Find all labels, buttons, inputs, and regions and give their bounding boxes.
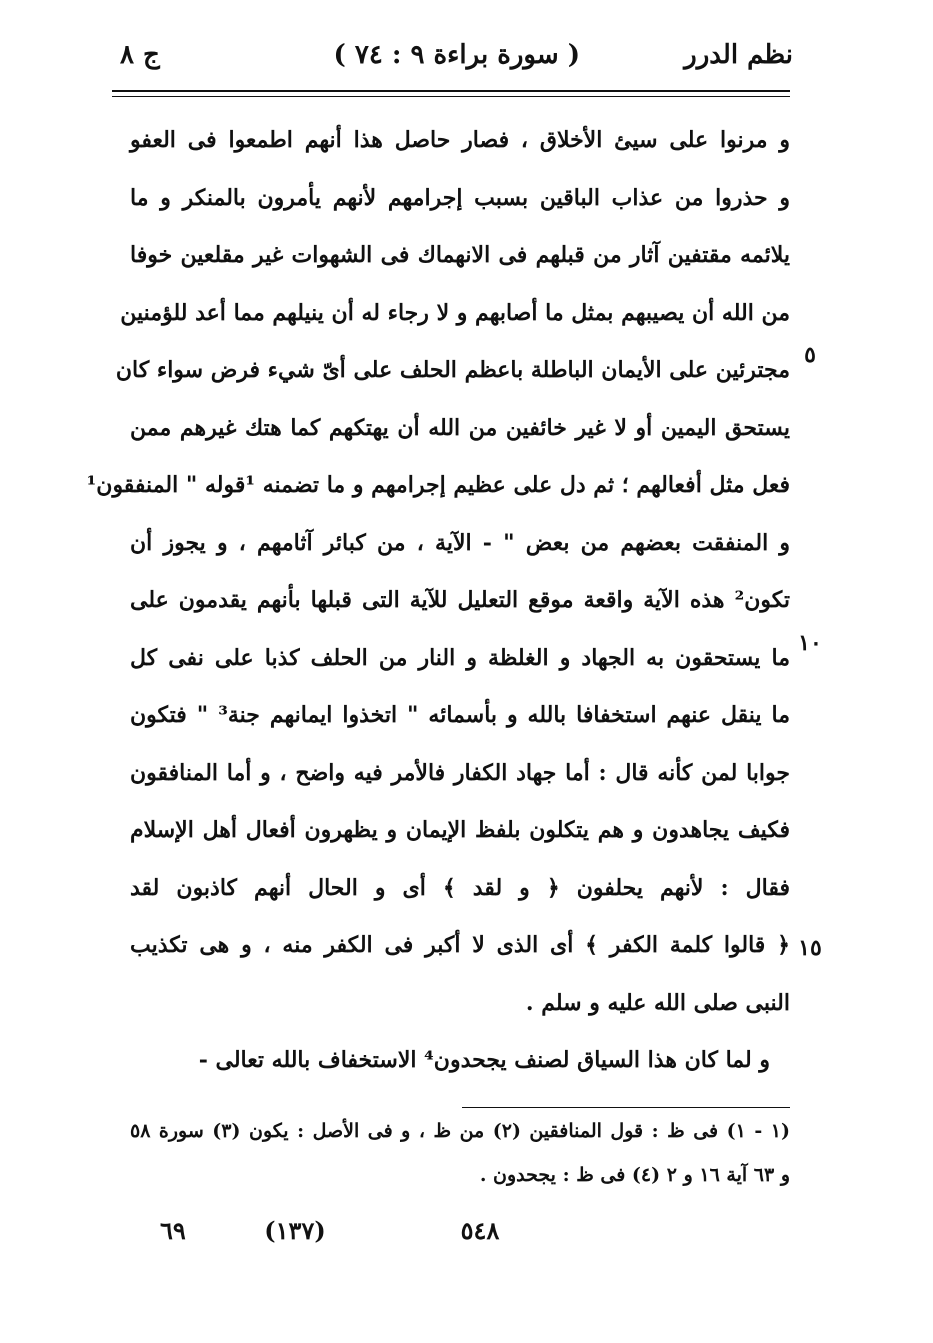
footnote-rule xyxy=(462,1107,790,1108)
text-line: فكيف يجاهدون و هم يتكلون بلفظ الإيمان و يظهرون أفعال أهل الإسلام xyxy=(130,817,790,843)
header-rule xyxy=(112,90,790,92)
sheet-number: (١٣٧) xyxy=(264,1216,326,1245)
line-number-10: ١٠ xyxy=(798,630,822,656)
part-number: ج ٨ xyxy=(120,40,160,70)
surah-reference: ( سورة براءة ٩ : ٧٤ ) xyxy=(333,40,580,70)
text-line: جوابا لمن كأنه قال : أما جهاد الكفار فالأمر فيه واضح ، و أما المنافقون xyxy=(130,759,790,786)
text-line: تكون² هذه الآية واقعة موقع التعليل للآية التى قبلها بأنهم يقدمون على xyxy=(130,587,790,613)
text-line: من الله أن يصيبهم بمثل ما أصابهم و لا رجاء له أن ينيلهم مما أعد للؤمنين xyxy=(120,299,790,326)
text-line: يستحق اليمين أو لا غير خائفين من الله أن يهتكهم كما هتك غيرهم ممن xyxy=(130,414,790,441)
signature-mark: ٦٩ xyxy=(160,1216,186,1245)
page-number: ٥٤٨ xyxy=(460,1216,500,1245)
line-number-5: ٥ xyxy=(804,342,816,368)
text-line: يلائمه مقتفين آثار من قبلهم فى الانهماك فى الشهوات غير مقلعين خوفا xyxy=(130,242,790,268)
text-line: و حذروا من عذاب الباقين بسبب إجرامهم لأنهم يأمرون بالمنكر و ما xyxy=(130,184,790,211)
text-line: فقال : لأنهم يحلفون ﴿ و لقد ﴾ أى و الحال أنهم كاذبون لقد xyxy=(130,874,790,901)
text-line: مجترئين على الأيمان الباطلة باعظم الحلف على أىّ شيء فرض سواء كان xyxy=(115,357,790,383)
text-line: و مرنوا على سيئ الأخلاق ، فصار حاصل هذا أنهم اطمعوا فى العفو xyxy=(130,127,790,153)
text-line: النبى صلى الله عليه و سلم . xyxy=(525,989,790,1016)
text-line: و المنفقت بعضهم من بعض " - الآية ، من كبائر آثامهم ، و يجوز أن xyxy=(130,529,790,556)
text-line: ﴿ قالوا كلمة الكفر ﴾ أى الذى لا أكبر فى الكفر منه ، و هى تكذيب xyxy=(130,932,790,958)
text-line: و لما كان هذا السياق لصنف يجحدون⁴ الاستخفاف بالله تعالى - xyxy=(198,1047,770,1073)
main-text xyxy=(86,112,790,1090)
text-line: ما يستحقون به الجهاد و الغلظة و النار من الحلف كذبا على نفى كل xyxy=(130,644,790,671)
text-line: فعل مثل أفعالهم ؛ ثم دل على عظيم إجرامهم و ما تضمنه ¹قوله " المنفقون¹ xyxy=(86,472,790,498)
line-number-15: ١٥ xyxy=(798,935,822,961)
header-rule-thin xyxy=(112,96,790,97)
footnote-line: و ٦٣ آية ١٦ و ٢ (٤) فى ظ : يجحدون . xyxy=(479,1164,790,1186)
text-line: ما ينقل عنهم استخفافا بالله و بأسمائه " اتخذوا ايمانهم جنة³ " فتكون xyxy=(130,702,790,728)
footnote-line: (١ - ١) فى ظ : قول المنافقين (٢) من ظ ، و فى الأصل : يكون (٣) سورة ٥٨ xyxy=(130,1120,790,1142)
book-title: نظم الدرر xyxy=(684,40,793,70)
